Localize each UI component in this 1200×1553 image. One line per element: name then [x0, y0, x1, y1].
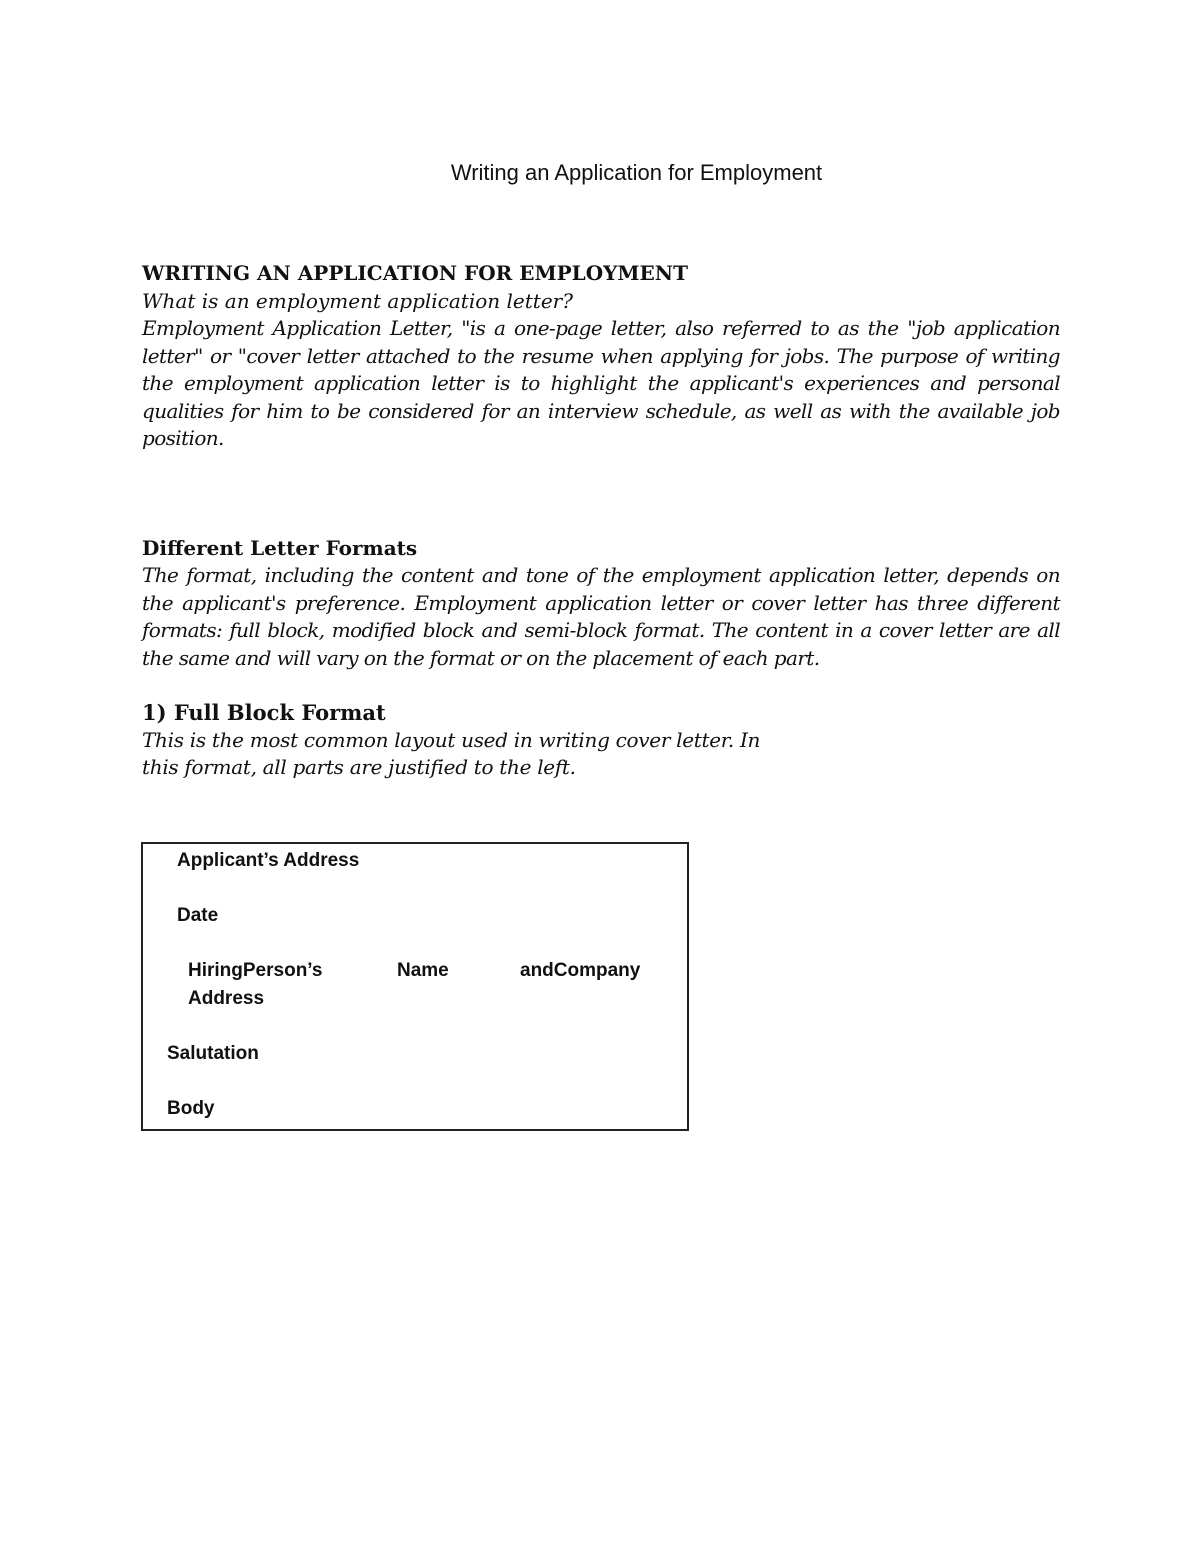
section-question: What is an employment application letter?: [142, 288, 573, 313]
address-label: Address: [188, 988, 265, 1009]
body-label: Body: [167, 1098, 215, 1119]
page-title: Writing an Application for Employment: [450, 160, 823, 185]
section-letter-formats: [142, 535, 1060, 673]
section-heading-full-block: 1) Full Block Format: [142, 700, 386, 725]
section-heading-main: WRITING AN APPLICATION FOR EMPLOYMENT: [142, 261, 688, 285]
intro-paragraph: Employment Application Letter, "is a one-page letter, also referred to as the "job application letter" or "cover letter attached to the resume when applying for jobs. The purpose of writing the employment application letter is to highlight the applicant's experiences and personal qualities for him to be considered for an interview schedule, as well as with the available job position.: [142, 316, 1060, 450]
date-label: Date: [177, 905, 219, 926]
hiring-person-label: HiringPerson’s: [188, 960, 323, 981]
formats-paragraph: The format, including the content and tone of the employment application letter, depends on the applicant's preference. Employment application letter or cover letter has three different formats: full block, modified block and semi-block format. The content in a cover letter are all the same and will vary on the format or on the placement of each part.: [142, 563, 1060, 670]
full-block-letter-diagram: [141, 842, 689, 1131]
section-full-block: [142, 699, 1060, 782]
applicant-address-label: Applicant’s Address: [177, 850, 360, 871]
document-body: [142, 260, 1060, 782]
salutation-label: Salutation: [167, 1043, 259, 1064]
and-company-label: andCompany: [520, 960, 641, 981]
section-intro: [142, 260, 1060, 453]
section-heading-formats: Different Letter Formats: [142, 535, 418, 560]
name-label: Name: [397, 960, 449, 981]
full-block-line-2: this format, all parts are justified to the left.: [142, 755, 576, 779]
full-block-line-1: This is the most common layout used in writing cover letter. In: [142, 727, 761, 752]
